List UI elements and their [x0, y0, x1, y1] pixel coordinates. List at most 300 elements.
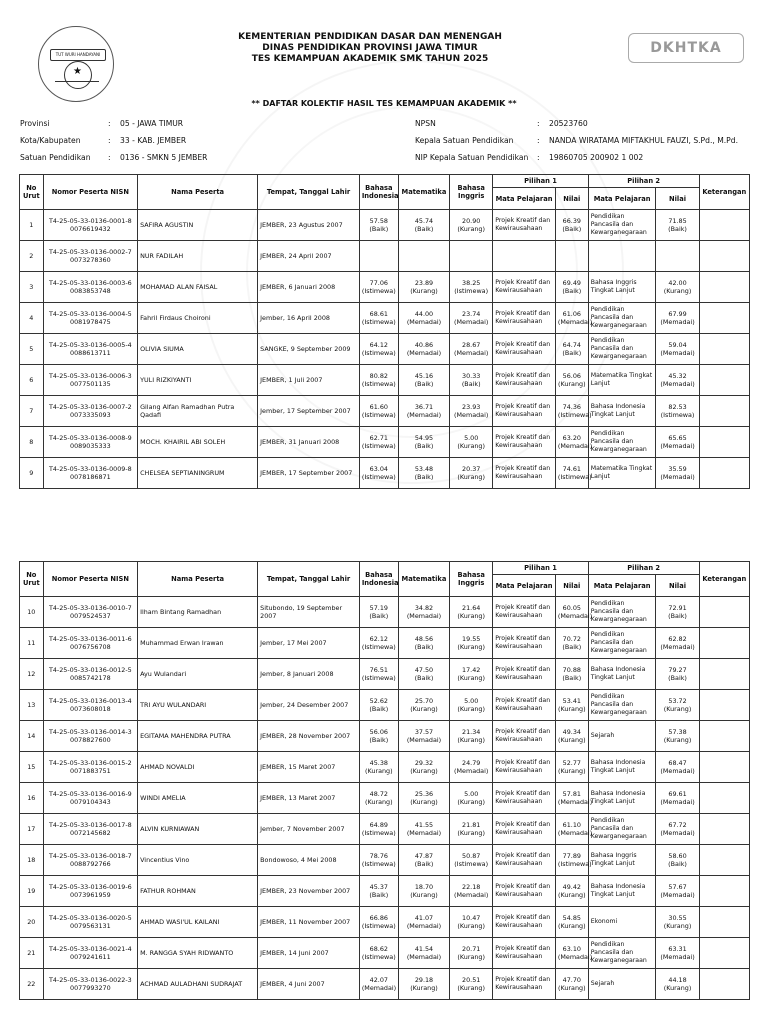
- cell-pilihan-2-nilai-value: 67.99: [668, 310, 687, 318]
- participant-number: T4-25-05-33-0136-0005-4: [48, 341, 132, 349]
- cell-pilihan-2-nilai-value: 67.72: [668, 821, 687, 829]
- cell-nomor-peserta: [43, 241, 137, 272]
- cell-matematika: [398, 628, 449, 659]
- cell-pilihan-2-mapel: Bahasa Inggris Tingkat Lanjut: [588, 272, 656, 303]
- cell-no: 6: [20, 365, 44, 396]
- cell-pilihan-1-mapel: Projek Kreatif dan Kewirausahaan: [493, 907, 556, 938]
- header-line-1: KEMENTERIAN PENDIDIKAN DASAR DAN MENENGAH: [238, 32, 502, 42]
- info-value: 05 - JAWA TIMUR: [120, 119, 184, 128]
- participant-number: T4-25-05-33-0136-0015-2: [48, 759, 132, 767]
- cell-bahasa-inggris-category: (Memadai): [454, 349, 489, 357]
- cell-nomor-peserta: [43, 365, 137, 396]
- cell-pilihan-1-nilai: [555, 845, 592, 876]
- participant-number: T4-25-05-33-0136-0011-6: [48, 635, 132, 643]
- cell-bahasa-indonesia-value: 48.72: [369, 790, 388, 798]
- cell-bahasa-indonesia-value: 80.82: [369, 372, 388, 380]
- cell-matematika-category: (Memadai): [406, 736, 442, 744]
- header-pilihan-2: Pilihan 2: [588, 562, 699, 575]
- cell-matematika-category: (Baik): [414, 643, 434, 651]
- cell-matematika-category: (Memadai): [406, 318, 442, 326]
- cell-bahasa-indonesia: [359, 210, 398, 241]
- cell-matematika-value: 40.86: [414, 341, 434, 349]
- cell-nama: Muhammad Erwan Irawan: [138, 628, 258, 659]
- cell-bahasa-inggris: [450, 396, 493, 427]
- cell-ttl: Jember, 24 Desember 2007: [258, 690, 360, 721]
- cell-ttl: SANGKE, 9 September 2009: [258, 334, 360, 365]
- cell-nomor-peserta: [43, 783, 137, 814]
- cell-bahasa-inggris-value: 21.34: [462, 728, 481, 736]
- cell-keterangan: [699, 210, 749, 241]
- cell-keterangan: [699, 814, 749, 845]
- cell-bahasa-indonesia-category: (Baik): [369, 612, 389, 620]
- cell-bahasa-indonesia-value: 68.62: [369, 945, 388, 953]
- participant-number: T4-25-05-33-0136-0003-6: [48, 279, 132, 287]
- cell-matematika: [398, 272, 449, 303]
- cell-pilihan-1-nilai-category: (Kurang): [558, 380, 586, 388]
- cell-matematika-value: 53.48: [414, 465, 434, 473]
- cell-matematika: [398, 876, 449, 907]
- cell-pilihan-1-nilai-category: (Istimewa): [557, 411, 592, 419]
- cell-pilihan-2-nilai-category: (Memadai): [660, 767, 695, 775]
- cell-nama: Fahril Firdaus Choironi: [138, 303, 258, 334]
- cell-matematika: [398, 365, 449, 396]
- cell-bahasa-inggris-category: (Kurang): [457, 473, 485, 481]
- table-row: [20, 628, 750, 659]
- cell-pilihan-2-nilai: [656, 814, 699, 845]
- cell-pilihan-2-nilai-value: 79.27: [668, 666, 687, 674]
- cell-pilihan-2-nilai: [656, 365, 699, 396]
- cell-bahasa-indonesia-category: (Istimewa): [361, 411, 396, 419]
- table-row: [20, 690, 750, 721]
- cell-pilihan-1-nilai: [555, 334, 588, 365]
- cell-matematika-category: (Memadai): [406, 411, 442, 419]
- cell-matematika: [398, 845, 449, 876]
- cell-no: 16: [20, 783, 44, 814]
- cell-pilihan-1-nilai-value: 74.36: [562, 403, 581, 411]
- cell-bahasa-indonesia-value: 61.60: [369, 403, 388, 411]
- cell-pilihan-2-mapel: Pendidikan Pancasila dan Kewarganegaraan: [588, 427, 656, 458]
- cell-ttl: JEMBER, 23 Agustus 2007: [258, 210, 360, 241]
- cell-nomor-peserta: [43, 845, 137, 876]
- info-row: [20, 132, 207, 149]
- cell-nomor-peserta: [43, 969, 137, 1000]
- cell-bahasa-indonesia-category: (Istimewa): [361, 643, 396, 651]
- cell-nama: FATHUR ROHMAN: [138, 876, 258, 907]
- nisn: 0089035333: [70, 442, 111, 450]
- nisn: 0079524537: [70, 612, 111, 620]
- cell-pilihan-2-nilai-value: 68.47: [668, 759, 687, 767]
- participant-number: T4-25-05-33-0136-0010-7: [48, 604, 132, 612]
- cell-pilihan-1-nilai-value: 52.77: [562, 759, 581, 767]
- cell-pilihan-1-nilai-category: (Kurang): [558, 767, 586, 775]
- cell-bahasa-inggris-category: (Memadai): [454, 891, 489, 899]
- header-nomor-peserta: Nomor Peserta NISN: [43, 562, 137, 597]
- cell-pilihan-1-nilai-category: (Kurang): [558, 705, 586, 713]
- table-row: [20, 458, 750, 489]
- cell-bahasa-inggris-value: 50.87: [462, 852, 481, 860]
- cell-bahasa-inggris: [450, 334, 493, 365]
- cell-bahasa-inggris-value: 21.64: [462, 604, 481, 612]
- cell-bahasa-inggris-category: (Istimewa): [454, 860, 489, 868]
- cell-pilihan-2-nilai: [656, 241, 699, 272]
- cell-nama: AHMAD NOVALDI: [138, 752, 258, 783]
- cell-bahasa-indonesia-value: 64.12: [369, 341, 388, 349]
- participant-number: T4-25-05-33-0136-0012-5: [48, 666, 132, 674]
- cell-pilihan-1-nilai-value: 63.20: [562, 434, 581, 442]
- nisn: 0079563131: [70, 922, 111, 930]
- cell-matematika-value: 23.89: [414, 279, 434, 287]
- cell-pilihan-2-nilai-category: (Memadai): [660, 442, 695, 450]
- cell-pilihan-1-nilai: [555, 969, 588, 1000]
- cell-bahasa-inggris-value: 28.67: [462, 341, 481, 349]
- cell-pilihan-2-mapel: Pendidikan Pancasila dan Kewarganegaraan: [588, 210, 656, 241]
- header-line-3: TES KEMAMPUAN AKADEMIK SMK TAHUN 2025: [251, 54, 489, 64]
- table-row: [20, 272, 750, 303]
- cell-nama: Gilang Alfan Ramadhan Putra Qadafi: [138, 396, 258, 427]
- cell-nomor-peserta: [43, 938, 137, 969]
- cell-matematika: [398, 783, 449, 814]
- cell-pilihan-1-nilai-category: (Istimewa): [557, 860, 592, 868]
- cell-bahasa-inggris: [450, 659, 493, 690]
- cell-keterangan: [699, 396, 749, 427]
- cell-pilihan-2-nilai: [656, 628, 699, 659]
- cell-matematika: [398, 597, 449, 628]
- table-row: [20, 396, 750, 427]
- cell-pilihan-1-mapel: Projek Kreatif dan Kewirausahaan: [493, 210, 556, 241]
- cell-pilihan-1-nilai-value: 70.88: [562, 666, 581, 674]
- cell-bahasa-inggris-category: (Memadai): [454, 767, 489, 775]
- cell-nama: SAFIRA AGUSTIN: [138, 210, 258, 241]
- cell-bahasa-inggris: [450, 845, 493, 876]
- cell-matematika-category: (Memadai): [406, 829, 442, 837]
- cell-bahasa-inggris-value: 22.18: [462, 883, 481, 891]
- cell-matematika-value: 25.36: [414, 790, 434, 798]
- cell-pilihan-2-nilai-value: 62.82: [668, 635, 687, 643]
- cell-ttl: JEMBER, 13 Maret 2007: [258, 783, 360, 814]
- header-pilihan-2: Pilihan 2: [588, 175, 699, 188]
- cell-bahasa-inggris-value: 24.79: [462, 759, 481, 767]
- cell-pilihan-1-mapel: [493, 241, 556, 272]
- cell-ttl: Jember, 16 April 2008: [258, 303, 360, 334]
- cell-pilihan-2-nilai: [656, 210, 699, 241]
- cell-bahasa-indonesia-value: 77.06: [369, 279, 388, 287]
- cell-no: 13: [20, 690, 44, 721]
- cell-pilihan-2-nilai-value: 30.55: [668, 914, 687, 922]
- info-value: 0136 - SMKN 5 JEMBER: [120, 153, 208, 162]
- cell-no: 4: [20, 303, 44, 334]
- cell-bahasa-indonesia-category: (Istimewa): [361, 953, 396, 961]
- cell-pilihan-2-mapel: Bahasa Indonesia Tingkat Lanjut: [588, 783, 656, 814]
- cell-pilihan-1-nilai-value: 66.39: [562, 217, 581, 225]
- cell-ttl: JEMBER, 1 Juli 2007: [258, 365, 360, 396]
- cell-pilihan-2-nilai-value: 69.61: [668, 790, 687, 798]
- cell-bahasa-indonesia: [359, 876, 398, 907]
- cell-bahasa-inggris: [450, 427, 493, 458]
- cell-bahasa-inggris-value: 20.90: [462, 217, 481, 225]
- cell-matematika: [398, 690, 449, 721]
- nisn: 0077501135: [70, 380, 111, 388]
- cell-pilihan-2-mapel: Bahasa Indonesia Tingkat Lanjut: [588, 876, 656, 907]
- cell-ttl: Jember, 17 Mei 2007: [258, 628, 360, 659]
- cell-pilihan-1-mapel: Projek Kreatif dan Kewirausahaan: [493, 303, 556, 334]
- header-pilihan-1: Pilihan 1: [493, 562, 588, 575]
- info-separator: :: [537, 153, 540, 162]
- cell-bahasa-inggris-value: 5.00: [464, 434, 479, 442]
- table-row: [20, 334, 750, 365]
- cell-pilihan-2-nilai: [656, 752, 699, 783]
- cell-pilihan-1-nilai-value: 56.06: [562, 372, 581, 380]
- cell-matematika-category: (Baik): [414, 674, 434, 682]
- participant-number: T4-25-05-33-0136-0004-5: [48, 310, 132, 318]
- cell-pilihan-1-nilai-category: (Baik): [562, 674, 582, 682]
- cell-ttl: Bondowoso, 4 Mei 2008: [258, 845, 360, 876]
- cell-matematika-value: 47.50: [414, 666, 434, 674]
- table-row: [20, 427, 750, 458]
- cell-pilihan-1-mapel: Projek Kreatif dan Kewirausahaan: [493, 334, 556, 365]
- cell-bahasa-indonesia: [359, 396, 398, 427]
- cell-bahasa-inggris-category: (Memadai): [454, 318, 489, 326]
- cell-bahasa-indonesia-category: (Istimewa): [361, 922, 396, 930]
- cell-bahasa-inggris-category: (Kurang): [457, 922, 485, 930]
- cell-nama: Ayu Wulandari: [138, 659, 258, 690]
- cell-bahasa-indonesia: [359, 241, 398, 272]
- cell-pilihan-2-mapel: [588, 241, 656, 272]
- cell-bahasa-indonesia-value: 62.12: [369, 635, 388, 643]
- cell-keterangan: [699, 690, 749, 721]
- cell-bahasa-inggris-category: (Kurang): [457, 829, 485, 837]
- cell-bahasa-inggris: [450, 241, 493, 272]
- cell-bahasa-inggris-value: 5.00: [464, 697, 479, 705]
- cell-matematika-value: 41.07: [414, 914, 434, 922]
- cell-bahasa-inggris: [450, 721, 493, 752]
- header-nama-peserta: Nama Peserta: [138, 562, 258, 597]
- header-tempat-tanggal-lahir: Tempat, Tanggal Lahir: [258, 562, 360, 597]
- cell-keterangan: [699, 628, 749, 659]
- cell-bahasa-indonesia: [359, 752, 398, 783]
- nisn: 0078186871: [70, 473, 111, 481]
- header-nomor-peserta: Nomor Peserta NISN: [43, 175, 137, 210]
- cell-pilihan-2-nilai-category: (Memadai): [660, 349, 695, 357]
- cell-bahasa-indonesia: [359, 303, 398, 334]
- nisn: 0073335093: [70, 411, 111, 419]
- cell-pilihan-2-nilai: [656, 876, 699, 907]
- cell-nomor-peserta: [43, 396, 137, 427]
- cell-pilihan-2-nilai-category: (Memadai): [660, 318, 695, 326]
- cell-ttl: JEMBER, 23 November 2007: [258, 876, 360, 907]
- cell-ttl: JEMBER, 15 Maret 2007: [258, 752, 360, 783]
- cell-pilihan-2-mapel: Bahasa Inggris Tingkat Lanjut: [588, 845, 656, 876]
- cell-pilihan-2-nilai: [656, 690, 699, 721]
- cell-matematika-value: 48.56: [414, 635, 434, 643]
- cell-pilihan-1-nilai-value: 49.42: [562, 883, 581, 891]
- cell-bahasa-indonesia-category: (Istimewa): [361, 442, 396, 450]
- cell-matematika-category: (Baik): [414, 442, 434, 450]
- cell-matematika-category: (Kurang): [410, 984, 438, 992]
- cell-matematika: [398, 907, 449, 938]
- cell-matematika-category: (Memadai): [406, 612, 442, 620]
- cell-pilihan-1-mapel: Projek Kreatif dan Kewirausahaan: [493, 628, 556, 659]
- info-label: NIP Kepala Satuan Pendidikan: [415, 153, 529, 162]
- info-label: Provinsi: [20, 119, 50, 128]
- cell-nomor-peserta: [43, 814, 137, 845]
- participant-number: T4-25-05-33-0136-0009-8: [48, 465, 132, 473]
- nisn: 0077993270: [70, 984, 111, 992]
- cell-pilihan-1-nilai: [555, 427, 593, 458]
- cell-pilihan-1-nilai: [555, 241, 588, 272]
- cell-bahasa-inggris-category: (Kurang): [457, 442, 485, 450]
- cell-nama: WINDI AMELIA: [138, 783, 258, 814]
- cell-nama: ALVIN KURNIAWAN: [138, 814, 258, 845]
- cell-bahasa-inggris: [450, 938, 493, 969]
- cell-pilihan-2-nilai-value: 35.59: [668, 465, 687, 473]
- table-row: [20, 241, 750, 272]
- header-mata-pelajaran-1: Mata Pelajaran: [493, 575, 556, 597]
- cell-bahasa-inggris-category: (Kurang): [457, 705, 485, 713]
- cell-pilihan-1-nilai-category: (Memadai): [557, 318, 593, 326]
- cell-nomor-peserta: [43, 458, 137, 489]
- cell-matematika: [398, 396, 449, 427]
- cell-bahasa-indonesia: [359, 721, 398, 752]
- cell-nomor-peserta: [43, 876, 137, 907]
- participant-number: T4-25-05-33-0136-0018-7: [48, 852, 132, 860]
- cell-pilihan-1-mapel: Projek Kreatif dan Kewirausahaan: [493, 783, 556, 814]
- cell-pilihan-1-nilai-value: 69.49: [562, 279, 581, 287]
- cell-bahasa-inggris-category: (Kurang): [457, 674, 485, 682]
- cell-pilihan-2-nilai: [656, 396, 699, 427]
- table-row: [20, 210, 750, 241]
- nisn: 0083853748: [70, 287, 111, 295]
- cell-nomor-peserta: [43, 907, 137, 938]
- cell-pilihan-1-nilai-value: 77.89: [562, 852, 581, 860]
- nisn: 0079104343: [70, 798, 111, 806]
- cell-matematika: [398, 303, 449, 334]
- info-row: [415, 132, 738, 149]
- nisn: 0072145682: [70, 829, 111, 837]
- cell-nama: M. RANGGA SYAH RIDWANTO: [138, 938, 258, 969]
- table-row: [20, 814, 750, 845]
- cell-pilihan-2-nilai-value: 59.04: [668, 341, 687, 349]
- cell-pilihan-2-mapel: Matematika Tingkat Lanjut: [588, 365, 656, 396]
- cell-bahasa-indonesia: [359, 907, 398, 938]
- info-value: 20523760: [549, 119, 588, 128]
- cell-pilihan-1-nilai-category: (Memadai): [557, 798, 593, 806]
- header-keterangan: Keterangan: [699, 562, 749, 597]
- cell-bahasa-inggris: [450, 458, 493, 489]
- cell-pilihan-2-nilai-value: 71.85: [668, 217, 687, 225]
- cell-matematika: [398, 659, 449, 690]
- header-nilai-1: Nilai: [555, 575, 588, 597]
- cell-pilihan-2-nilai-value: 53.72: [668, 697, 687, 705]
- cell-nama: Vincentius Vino: [138, 845, 258, 876]
- cell-bahasa-indonesia-value: 68.61: [369, 310, 388, 318]
- cell-bahasa-indonesia: [359, 628, 398, 659]
- cell-keterangan: [699, 597, 749, 628]
- cell-bahasa-inggris-value: 20.37: [462, 465, 481, 473]
- table-row: [20, 907, 750, 938]
- cell-keterangan: [699, 969, 749, 1000]
- cell-pilihan-1-nilai: [555, 272, 588, 303]
- cell-pilihan-2-nilai: [656, 783, 699, 814]
- cell-bahasa-inggris: [450, 907, 493, 938]
- logo-banner: TUT WURI HANDAYANI: [50, 49, 106, 61]
- cell-bahasa-indonesia-category: (Istimewa): [361, 473, 396, 481]
- cell-nomor-peserta: [43, 690, 137, 721]
- cell-pilihan-2-mapel: Ekonomi: [588, 907, 656, 938]
- cell-bahasa-inggris-value: 17.42: [462, 666, 481, 674]
- cell-pilihan-2-mapel: Bahasa Indonesia Tingkat Lanjut: [588, 752, 656, 783]
- results-table-2: [19, 561, 750, 1000]
- cell-nomor-peserta: [43, 303, 137, 334]
- cell-pilihan-2-mapel: Pendidikan Pancasila dan Kewarganegaraan: [588, 814, 656, 845]
- cell-nama: Ilham Bintang Ramadhan: [138, 597, 258, 628]
- cell-pilihan-2-mapel: Sejarah: [588, 969, 656, 1000]
- cell-keterangan: [699, 783, 749, 814]
- cell-matematika-value: 44.00: [414, 310, 434, 318]
- cell-pilihan-2-nilai: [656, 597, 699, 628]
- cell-pilihan-2-nilai: [656, 334, 699, 365]
- cell-pilihan-2-nilai-value: 42.00: [668, 279, 687, 287]
- cell-pilihan-1-mapel: Projek Kreatif dan Kewirausahaan: [493, 845, 556, 876]
- cell-no: 21: [20, 938, 44, 969]
- cell-no: 14: [20, 721, 44, 752]
- cell-bahasa-inggris-value: 30.33: [462, 372, 481, 380]
- cell-keterangan: [699, 458, 749, 489]
- cell-no: 22: [20, 969, 44, 1000]
- cell-pilihan-2-nilai-category: (Kurang): [663, 736, 692, 744]
- info-right: [415, 115, 738, 166]
- cell-pilihan-1-nilai-value: 61.06: [562, 310, 581, 318]
- cell-matematika-category: (Kurang): [410, 891, 438, 899]
- info-label: NPSN: [415, 119, 436, 128]
- header-pilihan-1: Pilihan 1: [493, 175, 588, 188]
- cell-matematika-value: 25.70: [414, 697, 434, 705]
- cell-nomor-peserta: [43, 628, 137, 659]
- cell-pilihan-2-nilai-category: (Baik): [668, 674, 687, 682]
- cell-pilihan-1-mapel: Projek Kreatif dan Kewirausahaan: [493, 396, 556, 427]
- header-keterangan: Keterangan: [699, 175, 749, 210]
- cell-no: 19: [20, 876, 44, 907]
- cell-pilihan-2-nilai-category: (Memadai): [660, 953, 695, 961]
- cell-bahasa-indonesia-value: 57.19: [369, 604, 388, 612]
- cell-no: 17: [20, 814, 44, 845]
- cell-bahasa-indonesia-value: 52.62: [369, 697, 388, 705]
- cell-no: 11: [20, 628, 44, 659]
- cell-bahasa-indonesia: [359, 690, 398, 721]
- cell-bahasa-indonesia-category: (Memadai): [361, 984, 397, 992]
- cell-pilihan-2-nilai-category: (Memadai): [660, 643, 695, 651]
- cell-pilihan-1-nilai-value: 49.34: [562, 728, 581, 736]
- cell-bahasa-indonesia-category: (Istimewa): [361, 318, 396, 326]
- cell-pilihan-2-nilai: [656, 845, 699, 876]
- cell-pilihan-1-nilai-category: (Kurang): [558, 922, 586, 930]
- info-value: 19860705 200902 1 002: [549, 153, 644, 162]
- cell-matematika: [398, 938, 449, 969]
- cell-nama: TRI AYU WULANDARI: [138, 690, 258, 721]
- cell-pilihan-1-mapel: Projek Kreatif dan Kewirausahaan: [493, 969, 556, 1000]
- cell-bahasa-indonesia-value: 42.07: [369, 976, 388, 984]
- cell-ttl: JEMBER, 6 Januari 2008: [258, 272, 360, 303]
- cell-bahasa-inggris: [450, 365, 493, 396]
- cell-matematika-value: 34.82: [414, 604, 434, 612]
- cell-pilihan-1-nilai: [555, 396, 592, 427]
- cell-keterangan: [699, 752, 749, 783]
- document-header: [180, 32, 560, 65]
- cell-pilihan-1-nilai-category: (Kurang): [558, 891, 586, 899]
- participant-number: T4-25-05-33-0136-0013-4: [48, 697, 132, 705]
- header-bahasa-indonesia: Bahasa Indonesia: [359, 562, 398, 597]
- cell-bahasa-inggris-value: 23.74: [462, 310, 481, 318]
- logo-book: [55, 81, 99, 90]
